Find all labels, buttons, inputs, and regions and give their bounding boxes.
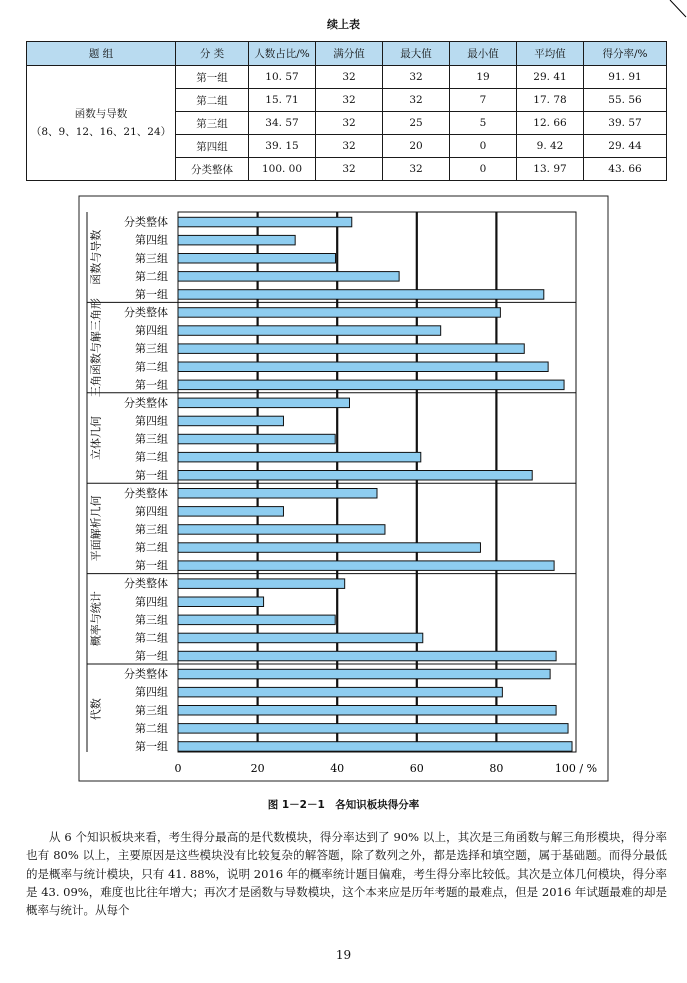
bar [178,326,441,336]
group-label: 平面解析几何 [89,495,103,562]
cell-average: 9. 42 [517,135,584,158]
header-min: 最小值 [450,42,517,66]
header-average: 平均值 [517,42,584,66]
cell-score-rate: 29. 44 [584,135,667,158]
cell-max: 25 [383,112,450,135]
category-label: 第一组 [135,559,168,573]
group-label: 代数 [89,698,103,721]
category-label: 第一组 [135,468,168,482]
cell-average: 12. 66 [517,112,584,135]
bar [178,380,564,390]
cell-full-score: 32 [316,135,383,158]
group-label: 立体几何 [89,416,103,460]
bar [178,308,500,318]
group-questions: （8、9、12、16、21、24） [30,126,172,138]
category-label: 第一组 [135,378,168,392]
bar [178,633,423,643]
bar [178,561,554,571]
cell-category: 第四组 [176,135,249,158]
cell-category: 第一组 [176,66,249,89]
group-label: 三角函数与解三角形 [89,298,103,398]
cell-max: 32 [383,66,450,89]
x-tick-label: 60 [409,762,424,775]
cell-percentage: 39. 15 [249,135,316,158]
bar [178,742,572,752]
cell-max: 32 [383,158,450,181]
group-name: 函数与导数 [74,108,128,120]
category-label: 分类整体 [124,667,168,681]
category-label: 第二组 [135,360,168,374]
x-axis-label: 100 / % [554,762,598,775]
bar [178,344,524,354]
category-label: 第二组 [135,721,168,735]
cell-percentage: 15. 71 [249,89,316,112]
header-category: 分 类 [176,42,249,66]
group-label: 函数与导数 [89,229,103,285]
cell-full-score: 32 [316,89,383,112]
cell-average: 29. 41 [517,66,584,89]
bar [178,398,349,408]
bar [178,362,548,372]
cell-score-rate: 91. 91 [584,66,667,89]
cell-max: 20 [383,135,450,158]
table-title: 续上表 [327,18,360,31]
cell-min: 0 [450,135,517,158]
category-label: 第一组 [135,287,168,301]
header-full-score: 满分值 [316,42,383,66]
cell-score-rate: 39. 57 [584,112,667,135]
category-label: 第三组 [135,342,168,356]
x-tick-label: 80 [489,762,504,775]
bar [178,416,283,426]
category-label: 第三组 [135,703,168,717]
bar [178,434,335,444]
cell-min: 19 [450,66,517,89]
header-max: 最大值 [383,42,450,66]
x-tick-label: 20 [250,762,265,775]
bar [178,254,335,264]
bar [178,507,283,516]
bar [178,597,264,607]
cell-percentage: 10. 57 [249,66,316,89]
category-label: 第三组 [135,432,168,446]
group-label: 概率与统计 [89,591,103,647]
bar [178,452,421,462]
cell-min: 5 [450,112,517,135]
body-paragraph [26,828,667,919]
category-label: 第二组 [135,269,168,283]
bar [178,471,532,481]
bar [178,651,556,661]
bar [178,290,544,300]
category-label: 第二组 [135,450,168,464]
category-label: 第四组 [135,504,168,518]
cell-percentage: 34. 57 [249,112,316,135]
cell-full-score: 32 [316,158,383,181]
cell-category: 第三组 [176,112,249,135]
category-label: 第四组 [135,595,168,609]
bar [178,525,385,535]
cell-min: 0 [450,158,517,181]
bar [178,724,568,734]
cell-min: 7 [450,89,517,112]
bar [178,706,556,716]
cell-max: 32 [383,89,450,112]
cell-score-rate: 55. 56 [584,89,667,112]
x-tick-label: 0 [174,762,182,775]
category-label: 第三组 [135,613,168,627]
category-label: 分类整体 [124,396,168,410]
bar [178,272,399,282]
header-score-rate: 得分率/% [584,42,667,66]
bar [178,687,502,697]
header-percentage: 人数占比/% [249,42,316,66]
bar [178,235,295,245]
page-number: 19 [335,948,352,962]
bar [178,615,335,625]
bar [178,489,377,499]
category-label: 第四组 [135,685,168,699]
cell-average: 17. 78 [517,89,584,112]
figure-caption: 图 1－2－1 各知识板块得分率 [267,799,420,811]
cell-full-score: 32 [316,66,383,89]
header-group: 题 组 [27,42,176,66]
category-label: 分类整体 [124,577,168,591]
category-label: 分类整体 [124,486,168,500]
category-label: 第三组 [135,522,168,536]
category-label: 第二组 [135,541,168,555]
category-label: 第一组 [135,649,168,663]
paragraph-text: 从 6 个知识板块来看，考生得分最高的是代数模块，得分率达到了 90% 以上，其次是三角函数与解三角形模块，得分率也有 80% 以上，主要原因是这些模块没有比较复杂的解答题，除了数列之外，都是选择和填空题，属于基础题。而得分最低的是概率与统计模块，只有 41. 88%，说明 2016 年的概率统计题目偏难，考生得分率比较低。其次是立体几何模块，得分率是 43. 09%，难度也比往年增大；再次才是函数与导数模块，这个本来应是历年考题的最难点，但是 2016 年试题最难的却是概率与统计。从每个 [26,830,667,918]
bar [178,217,352,227]
cell-average: 13. 97 [517,158,584,181]
bar [178,579,345,589]
category-label: 第四组 [135,233,168,247]
category-label: 第一组 [135,739,168,753]
bar [178,669,550,679]
cell-score-rate: 43. 66 [584,158,667,181]
category-label: 分类整体 [124,305,168,319]
cell-full-score: 32 [316,112,383,135]
category-label: 第四组 [135,414,168,428]
category-label: 第二组 [135,631,168,645]
cell-category: 分类整体 [176,158,249,181]
category-label: 第四组 [135,324,168,338]
cell-percentage: 100. 00 [249,158,316,181]
category-label: 第三组 [135,251,168,265]
category-label: 分类整体 [124,215,168,229]
x-tick-label: 40 [330,762,345,775]
bar [178,543,480,553]
cell-category: 第二组 [176,89,249,112]
